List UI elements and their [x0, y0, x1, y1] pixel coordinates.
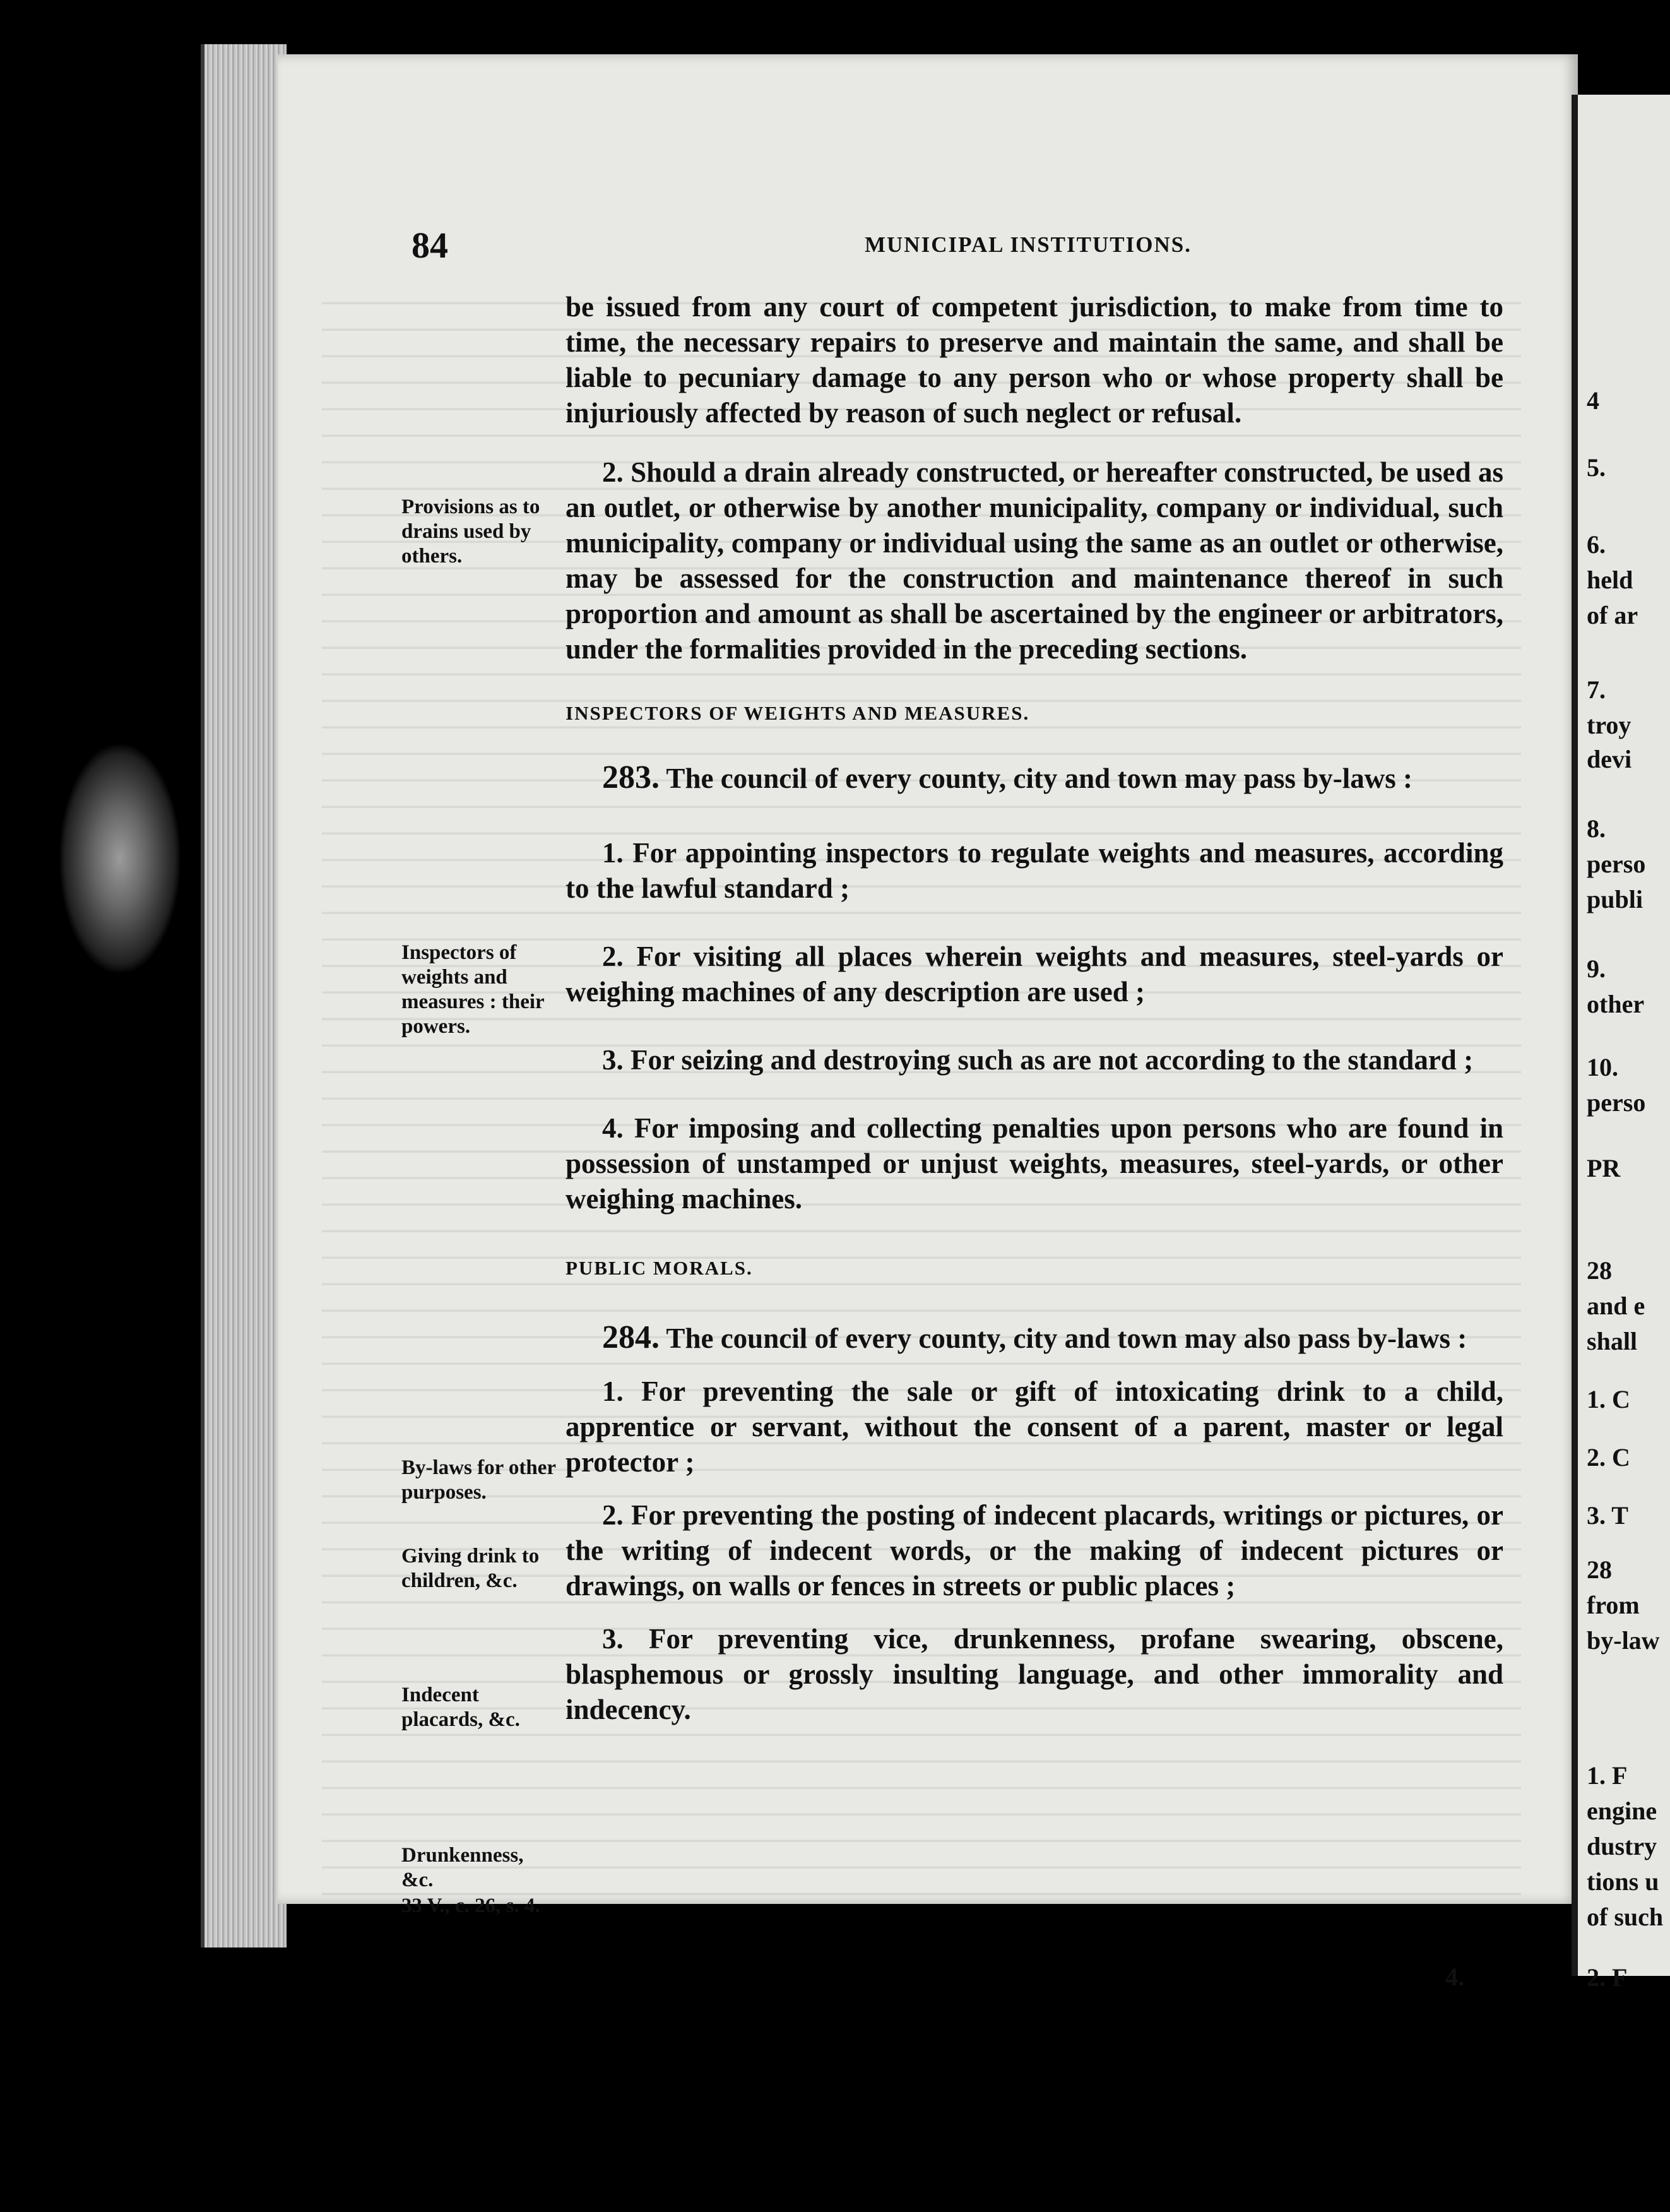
facing-fragment: perso [1587, 850, 1646, 878]
section-283-item: 2. For visiting all places wherein weights and measures, steel-yards or weighing machines of any description are used ; [566, 941, 1503, 1008]
section-283-intro [566, 760, 1503, 796]
running-head: MUNICIPAL INSTITUTIONS. [865, 232, 1192, 257]
section-283-intro-text: The council of every county, city and town may pass by-laws : [660, 763, 1412, 794]
section-283-number: 283. [602, 759, 660, 795]
facing-fragment: 1. F [1587, 1761, 1628, 1790]
facing-fragment: and e [1587, 1292, 1645, 1320]
facing-fragment: 10. [1587, 1053, 1618, 1081]
facing-fragment: 2. F [1587, 1963, 1628, 1992]
section-284-intro-text: The council of every county, city and town may also pass by-laws : [660, 1323, 1467, 1354]
facing-fragment: 6. [1587, 530, 1606, 559]
facing-fragment: 28 [1587, 1555, 1612, 1584]
scan-smudge [60, 745, 180, 972]
main-text-column [566, 289, 1503, 1727]
section-284-item: 3. For preventing vice, drunkenness, profane swearing, obscene, blasphemous or grossly insulting language, and other immorality and indecency. [566, 1623, 1503, 1725]
facing-fragment: 4 [1587, 386, 1599, 415]
facing-fragment: held [1587, 566, 1633, 594]
margin-note-drunkenness: Drunkenness, &c. [401, 1844, 524, 1891]
facing-fragment: 3. T [1587, 1501, 1628, 1530]
section-283-item: 3. For seizing and destroying such as are not according to the standard ; [602, 1044, 1474, 1076]
facing-fragment: dustry [1587, 1832, 1657, 1860]
provision-drains-paragraph: 2. Should a drain already constructed, or hereafter constructed, be used as an outlet, or otherwise by another municipality, company or individual, such municipality, company or individual using the same as an outlet or otherwise, may be assessed for the construction and maintenance thereof in such proportion and amount as shall be ascertained by the engineer or arbitrators, under the formalities provided in the preceding sections. [566, 456, 1503, 665]
facing-fragment: 7. [1587, 675, 1606, 704]
heading-weights-measures: INSPECTORS OF WEIGHTS AND MEASURES. [566, 702, 1030, 724]
facing-fragment: troy [1587, 711, 1632, 739]
section-284-number: 284. [602, 1319, 660, 1355]
signature-mark: 4. [1445, 1963, 1464, 1991]
margin-note-drink: Giving drink to children, &c. [401, 1545, 540, 1592]
facing-fragment: engine [1587, 1797, 1657, 1825]
facing-fragment: 1. C [1587, 1385, 1630, 1413]
margin-note-placards: Indecent placards, &c. [401, 1684, 520, 1731]
facing-fragment: shall [1587, 1327, 1638, 1355]
facing-fragment: devi [1587, 745, 1632, 773]
margin-note-bylaws: By-laws for other purposes. [401, 1456, 556, 1504]
margin-note-citation: 33 V., c. 26, s. 4. [401, 1894, 540, 1917]
continuation-paragraph: be issued from any court of competent jurisdiction, to make from time to time, the necessary repairs to preserve and maintain the same, and shall be liable to pecuniary damage to any person who or whose property shall be injuriously affected by reason of such neglect or refusal. [566, 291, 1503, 429]
section-283-item: 1. For appointing inspectors to regulate weights and measures, according to the lawful standard ; [566, 837, 1503, 904]
facing-fragment: from [1587, 1591, 1640, 1619]
section-284-item: 1. For preventing the sale or gift of intoxicating drink to a child, apprentice or servant, without the consent of a parent, master or legal protector ; [566, 1376, 1503, 1478]
facing-fragment: 5. [1587, 453, 1606, 482]
facing-fragment: 2. C [1587, 1443, 1630, 1472]
facing-fragment: perso [1587, 1088, 1646, 1117]
margin-note-inspectors: Inspectors of weights and measures : their powers. [401, 941, 545, 1038]
facing-fragment: other [1587, 990, 1645, 1018]
page-number: 84 [412, 225, 448, 266]
page-stack-edge [201, 44, 287, 1947]
facing-fragment: publi [1587, 885, 1643, 913]
facing-fragment: 9. [1587, 954, 1606, 983]
facing-fragment: 28 [1587, 1256, 1612, 1285]
facing-fragment: of such [1587, 1903, 1664, 1931]
facing-fragment: PR [1587, 1154, 1621, 1182]
facing-fragment: 8. [1587, 814, 1606, 843]
section-284-item: 2. For preventing the posting of indecent placards, writings or pictures, or the writing of indecent words, or the making of indecent pictures or drawings, on walls or fences in streets or public places ; [566, 1499, 1503, 1602]
section-283-item: 4. For imposing and collecting penalties upon persons who are found in possession of unstamped or unjust weights, measures, steel-yards, or other weighing machines. [566, 1112, 1503, 1215]
margin-note-drains: Provisions as to drains used by others. [401, 496, 540, 568]
facing-page [1572, 95, 1670, 1992]
facing-fragment: tions u [1587, 1867, 1659, 1896]
section-284-intro [566, 1320, 1503, 1356]
facing-fragment: of ar [1587, 601, 1638, 629]
facing-fragment: by-law [1587, 1626, 1660, 1655]
heading-public-morals: PUBLIC MORALS. [566, 1257, 753, 1279]
